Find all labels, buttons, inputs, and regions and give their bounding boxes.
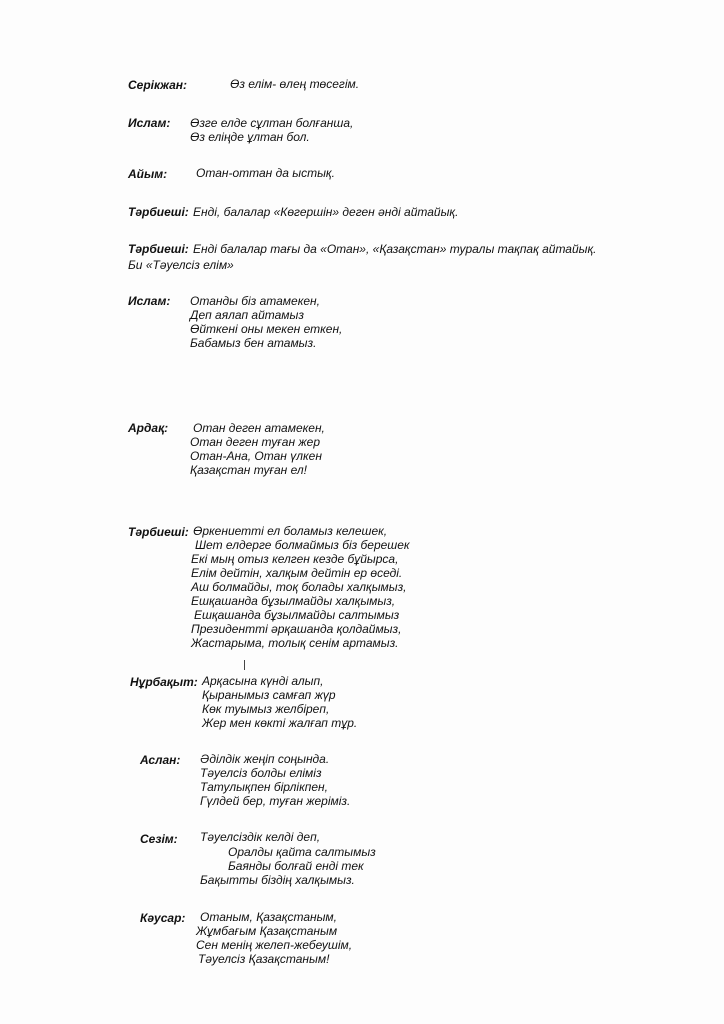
verse-line: Бабамыз бен атамыз. [190,336,317,350]
verse-line: Оралды қайта салтымыз [228,845,376,859]
verse-line: Қыранымыз самғап жүр [202,688,336,702]
speaker-name: Серікжан: [128,78,187,92]
speaker-name: Аслан: [140,753,181,767]
verse-line: Гүлдей бер, туған жеріміз. [200,794,351,808]
verse-line: Арқасына күнді алып, [202,674,324,688]
speaker-name: Кәусар: [140,911,186,925]
verse-line: Өркениетті ел боламыз келешек, [193,524,388,538]
verse-line: Аш болмайды, тоқ болады халқымыз, [191,580,407,594]
verse-line: Әділдік жеңіп соңында. [200,752,330,766]
verse-line: Татулықпен бірлікпен, [200,780,328,794]
verse-line: Қазақстан туған ел! [190,463,307,477]
verse-line: Президентті әрқашанда қолдаймыз, [191,622,402,636]
verse-line: Өз еліңде ұлтан бол. [190,130,310,144]
verse-line: Жер мен көкті жалғап тұр. [202,716,358,730]
verse-line: Бақытты біздің халқымыз. [200,873,355,887]
speaker-name: Тәрбиеші: [128,205,189,219]
pen-mark [244,660,245,670]
verse-line: Екі мың отыз келген кезде бұйырса, [191,552,399,566]
verse-line: Тәуелсіз Қазақстаным! [198,952,330,966]
verse-line: Баянды болғай енді тек [228,859,364,873]
verse-line: Отанды біз атамекен, [190,294,320,308]
verse-line: Ешқашанда бұзылмайды халқымыз, [191,594,396,608]
verse-line: Көк туымыз желбіреп, [202,702,330,716]
verse-line: Тәуелсіз болды еліміз [200,766,322,780]
speaker-name: Ислам: [128,116,171,130]
verse-line: Жұмбағым Қазақстаным [196,924,338,938]
verse-line: Өйткені оны мекен еткен, [190,322,343,336]
verse-line: Шет елдерге болмаймыз біз берешек [195,538,410,552]
verse-line: Би «Тәуелсіз елім» [128,258,234,272]
verse-line: Деп аялап айтамыз [190,308,304,322]
verse-line: Отан-Ана, Отан үлкен [190,449,322,463]
verse-line: Жастарыма, толық сенім артамыз. [191,636,399,650]
verse-line: Отан деген атамекен, [193,421,325,435]
verse-line: Өзге елде сұлтан болғанша, [190,116,354,130]
speaker-name: Тәрбиеші: [128,242,189,256]
verse-line: Өз елім- өлең төсегім. [230,77,360,91]
speaker-name: Ардақ: [128,421,169,435]
verse-line: Отан-оттан да ыстық. [196,166,335,180]
speaker-name: Айым: [128,167,168,181]
verse-line: Тәуелсіздік келді деп, [200,830,321,844]
verse-line: Енді, балалар «Көгершін» деген әнді айтайық. [193,205,459,219]
verse-line: Ешқашанда бұзылмайды салтымыз [194,608,400,622]
verse-line: Сен менің желеп-жебеушім, [196,938,353,952]
verse-line: Енді балалар тағы да «Отан», «Қазақстан» туралы тақпақ айтайық. [193,242,597,256]
speaker-name: Тәрбиеші: [128,525,189,539]
speaker-name: Сезім: [140,832,178,846]
verse-line: Отан деген туған жер [190,435,320,449]
verse-line: Елім дейтін, халқым дейтін ер өседі. [191,566,403,580]
verse-line: Отаным, Қазақстаным, [200,910,337,924]
speaker-name: Ислам: [128,294,171,308]
speaker-name: Нұрбақыт: [130,675,198,689]
